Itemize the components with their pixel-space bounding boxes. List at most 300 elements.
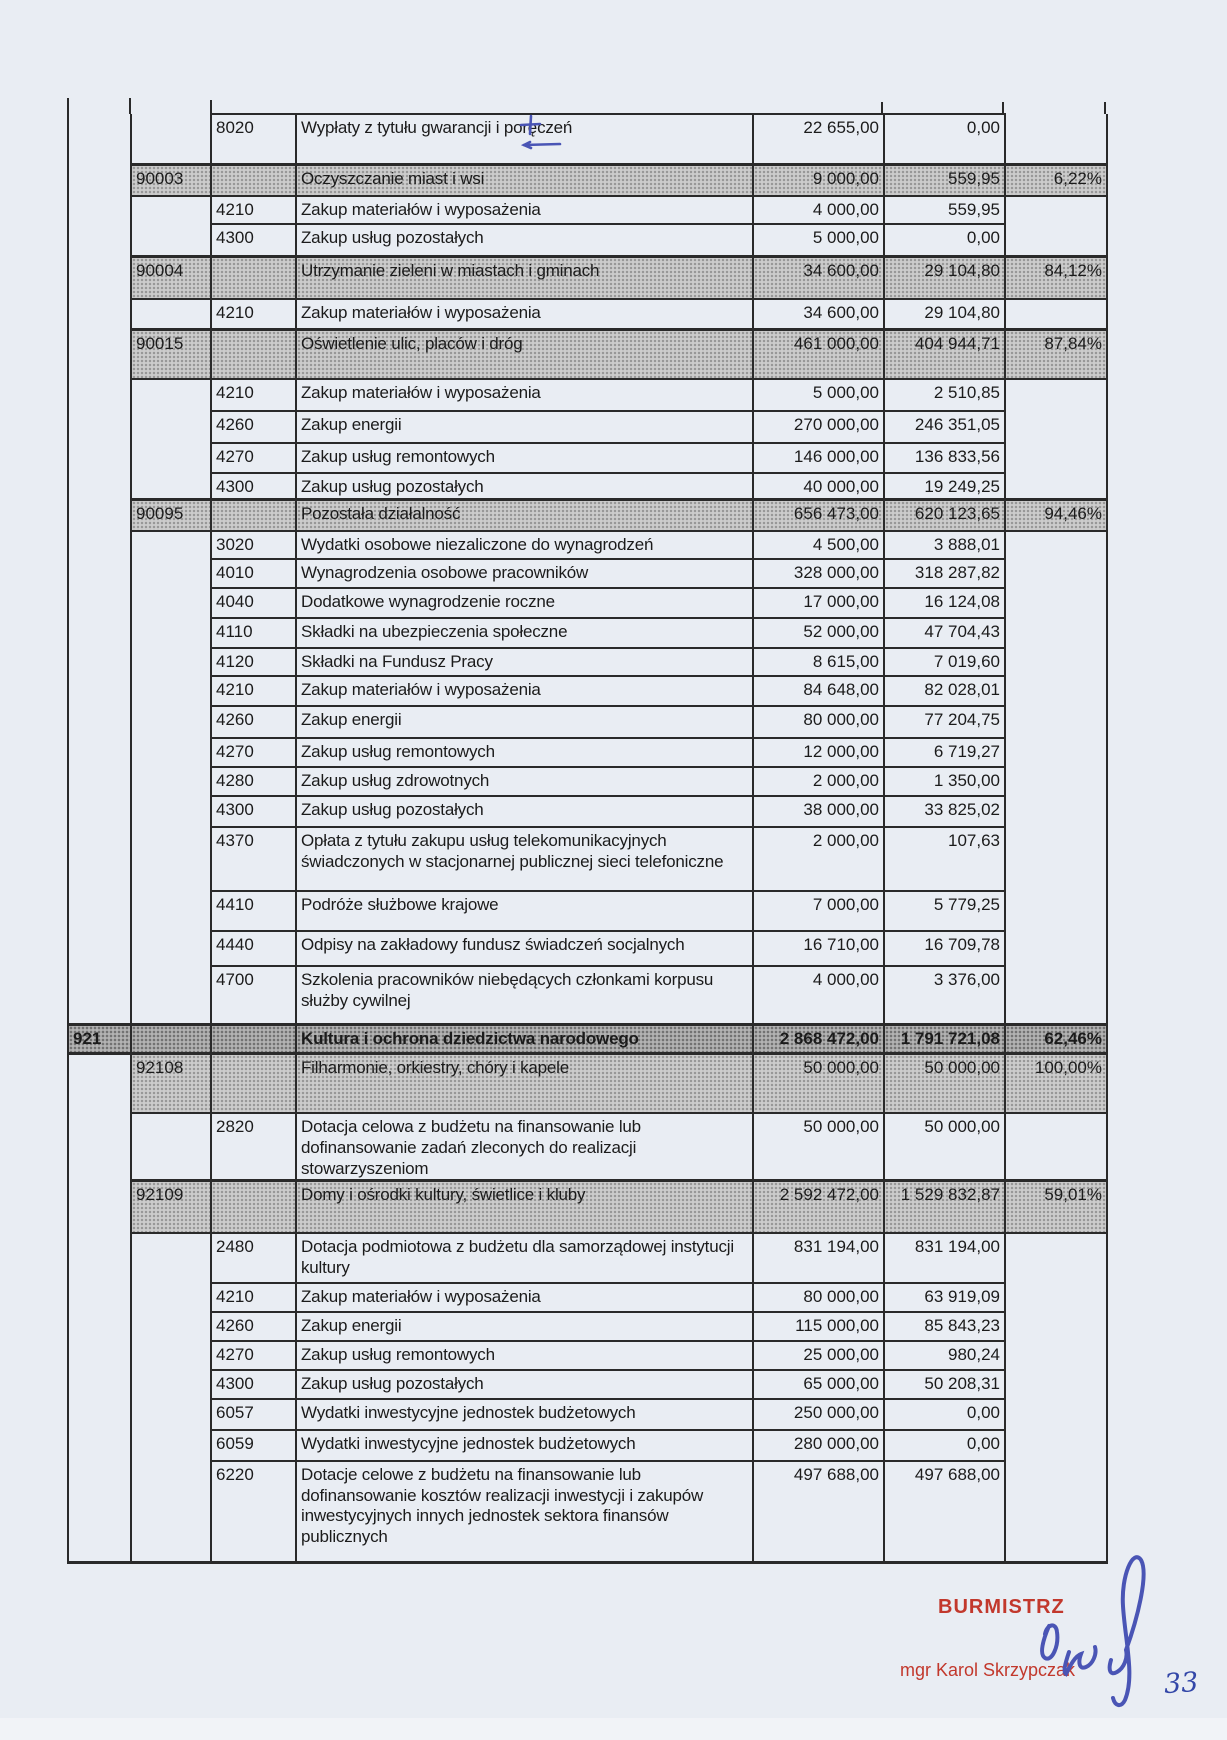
wykonanie-cell: 107,63 — [884, 827, 1005, 891]
procent-cell — [1005, 1312, 1107, 1341]
wykonanie-cell: 6 719,27 — [884, 738, 1005, 767]
paragraf-cell: 4210 — [211, 379, 296, 411]
table-row — [68, 648, 1107, 676]
paragraf-cell — [211, 164, 296, 196]
plan-cell: 8 615,00 — [753, 648, 884, 676]
paragraf-cell: 4260 — [211, 1312, 296, 1341]
wykonanie-cell: 318 287,82 — [884, 559, 1005, 588]
paragraf-cell: 4410 — [211, 891, 296, 931]
dzial-cell — [68, 1283, 131, 1312]
wykonanie-cell: 50 208,31 — [884, 1370, 1005, 1399]
plan-cell: 17 000,00 — [753, 588, 884, 618]
plan-cell: 2 868 472,00 — [753, 1024, 884, 1053]
procent-cell — [1005, 443, 1107, 473]
wykonanie-cell: 63 919,09 — [884, 1283, 1005, 1312]
dzial-cell — [68, 1341, 131, 1370]
paragraf-cell: 8020 — [211, 114, 296, 164]
table-row — [68, 706, 1107, 738]
plan-cell: 5 000,00 — [753, 379, 884, 411]
table-row — [68, 1430, 1107, 1461]
mayor-title-stamp: BURMISTRZ — [938, 1596, 1065, 1618]
procent-cell — [1005, 891, 1107, 931]
procent-cell — [1005, 1399, 1107, 1430]
dzial-cell — [68, 966, 131, 1024]
tresc-cell: Odpisy na zakładowy fundusz świadczeń socjalnych — [296, 931, 753, 966]
plan-cell: 52 000,00 — [753, 618, 884, 648]
wykonanie-cell: 404 944,71 — [884, 329, 1005, 379]
procent-cell: 6,22% — [1005, 164, 1107, 196]
tresc-cell: Zakup usług pozostałych — [296, 796, 753, 827]
paragraf-cell: 4210 — [211, 676, 296, 706]
dzial-cell — [68, 738, 131, 767]
dzial-cell — [68, 196, 131, 224]
paragraf-cell: 4040 — [211, 588, 296, 618]
rozdzial-cell — [131, 648, 211, 676]
paragraf-cell — [211, 1181, 296, 1233]
plan-cell: 2 000,00 — [753, 767, 884, 796]
table-row — [68, 1053, 1107, 1113]
paragraf-cell: 4300 — [211, 473, 296, 499]
mayor-name-stamp: mgr Karol Skrzypczak — [900, 1660, 1076, 1680]
wykonanie-cell: 620 123,65 — [884, 499, 1005, 531]
wykonanie-cell: 559,95 — [884, 164, 1005, 196]
table-row — [68, 738, 1107, 767]
dzial-cell — [68, 588, 131, 618]
tresc-cell: Zakup materiałów i wyposażenia — [296, 1283, 753, 1312]
plan-cell: 9 000,00 — [753, 164, 884, 196]
tresc-cell: Domy i ośrodki kultury, świetlice i kluby — [296, 1181, 753, 1233]
wykonanie-cell: 82 028,01 — [884, 676, 1005, 706]
rozdzial-cell — [131, 559, 211, 588]
table-row — [68, 796, 1107, 827]
tresc-cell: Pozostała działalność — [296, 499, 753, 531]
tresc-cell: Zakup usług remontowych — [296, 738, 753, 767]
plan-cell: 4 500,00 — [753, 531, 884, 559]
dzial-cell — [68, 224, 131, 256]
dzial-cell — [68, 648, 131, 676]
procent-cell — [1005, 559, 1107, 588]
rozdzial-cell: 90015 — [131, 329, 211, 379]
wykonanie-cell: 980,24 — [884, 1341, 1005, 1370]
plan-cell: 2 000,00 — [753, 827, 884, 891]
procent-cell — [1005, 1283, 1107, 1312]
paragraf-cell: 4300 — [211, 224, 296, 256]
dzial-cell — [68, 499, 131, 531]
plan-cell: 4 000,00 — [753, 966, 884, 1024]
rozdzial-cell — [131, 531, 211, 559]
paragraf-cell: 4210 — [211, 196, 296, 224]
dzial-cell — [68, 1461, 131, 1563]
tresc-cell: Zakup usług pozostałych — [296, 1370, 753, 1399]
rozdzial-cell — [131, 473, 211, 499]
plan-cell: 80 000,00 — [753, 1283, 884, 1312]
wykonanie-cell: 77 204,75 — [884, 706, 1005, 738]
plan-cell: 4 000,00 — [753, 196, 884, 224]
dzial-cell — [68, 299, 131, 329]
paragraf-cell: 4270 — [211, 443, 296, 473]
rozdzial-cell — [131, 796, 211, 827]
rozdzial-cell: 92109 — [131, 1181, 211, 1233]
table-row — [68, 676, 1107, 706]
tresc-cell: Dotacja celowa z budżetu na finansowanie lub dofinansowanie zadań zleconych do realizacji stowarzyszeniom — [296, 1113, 753, 1181]
plan-cell: 497 688,00 — [753, 1461, 884, 1563]
tresc-cell: Zakup materiałów i wyposażenia — [296, 299, 753, 329]
budget-table-body — [68, 114, 1107, 1563]
wykonanie-cell: 559,95 — [884, 196, 1005, 224]
procent-cell — [1005, 411, 1107, 443]
table-row — [68, 1233, 1107, 1283]
table-row — [68, 588, 1107, 618]
rozdzial-cell — [131, 196, 211, 224]
wykonanie-cell: 19 249,25 — [884, 473, 1005, 499]
dzial-cell — [68, 411, 131, 443]
dzial-cell — [68, 827, 131, 891]
dzial-cell — [68, 256, 131, 299]
dzial-cell — [68, 1053, 131, 1113]
table-border-stub — [129, 98, 131, 114]
dzial-cell — [68, 531, 131, 559]
paragraf-cell: 4370 — [211, 827, 296, 891]
tresc-cell: Zakup usług remontowych — [296, 1341, 753, 1370]
table-row — [68, 1370, 1107, 1399]
tresc-cell: Dodatkowe wynagrodzenie roczne — [296, 588, 753, 618]
dzial-cell — [68, 379, 131, 411]
rozdzial-cell — [131, 114, 211, 164]
table-row — [68, 1024, 1107, 1053]
tresc-cell: Szkolenia pracowników niebędących członkami korpusu służby cywilnej — [296, 966, 753, 1024]
procent-cell — [1005, 224, 1107, 256]
dzial-cell — [68, 1233, 131, 1283]
paragraf-cell: 6059 — [211, 1430, 296, 1461]
dzial-cell: 921 — [68, 1024, 131, 1053]
wykonanie-cell: 136 833,56 — [884, 443, 1005, 473]
budget-execution-table — [67, 113, 1108, 1564]
table-row — [68, 411, 1107, 443]
plan-cell: 12 000,00 — [753, 738, 884, 767]
plan-cell: 80 000,00 — [753, 706, 884, 738]
table-row — [68, 827, 1107, 891]
rozdzial-cell — [131, 411, 211, 443]
table-row — [68, 531, 1107, 559]
paragraf-cell: 4270 — [211, 738, 296, 767]
procent-cell — [1005, 1341, 1107, 1370]
plan-cell: 22 655,00 — [753, 114, 884, 164]
table-row — [68, 443, 1107, 473]
procent-cell: 62,46% — [1005, 1024, 1107, 1053]
procent-cell: 87,84% — [1005, 329, 1107, 379]
wykonanie-cell: 0,00 — [884, 1430, 1005, 1461]
table-row — [68, 224, 1107, 256]
procent-cell — [1005, 618, 1107, 648]
rozdzial-cell: 92108 — [131, 1053, 211, 1113]
wykonanie-cell: 47 704,43 — [884, 618, 1005, 648]
plan-cell: 34 600,00 — [753, 256, 884, 299]
table-row — [68, 1113, 1107, 1181]
dzial-cell — [68, 931, 131, 966]
paragraf-cell: 4260 — [211, 411, 296, 443]
paragraf-cell: 4440 — [211, 931, 296, 966]
wykonanie-cell: 497 688,00 — [884, 1461, 1005, 1563]
tresc-cell: Oświetlenie ulic, placów i dróg — [296, 329, 753, 379]
rozdzial-cell — [131, 443, 211, 473]
wykonanie-cell: 7 019,60 — [884, 648, 1005, 676]
rozdzial-cell: 90095 — [131, 499, 211, 531]
procent-cell — [1005, 796, 1107, 827]
paragraf-cell: 4700 — [211, 966, 296, 1024]
table-row — [68, 1181, 1107, 1233]
table-row — [68, 329, 1107, 379]
tresc-cell: Zakup energii — [296, 411, 753, 443]
rozdzial-cell — [131, 1341, 211, 1370]
dzial-cell — [68, 891, 131, 931]
tresc-cell: Wypłaty z tytułu gwarancji i poręczeń — [296, 114, 753, 164]
procent-cell — [1005, 827, 1107, 891]
wykonanie-cell: 50 000,00 — [884, 1113, 1005, 1181]
dzial-cell — [68, 114, 131, 164]
tresc-cell: Wydatki inwestycyjne jednostek budżetowych — [296, 1399, 753, 1430]
dzial-cell — [68, 1370, 131, 1399]
table-row — [68, 618, 1107, 648]
wykonanie-cell: 1 350,00 — [884, 767, 1005, 796]
plan-cell: 50 000,00 — [753, 1113, 884, 1181]
dzial-cell — [68, 473, 131, 499]
paragraf-cell: 4010 — [211, 559, 296, 588]
rozdzial-cell: 90003 — [131, 164, 211, 196]
rozdzial-cell: 90004 — [131, 256, 211, 299]
paragraf-cell: 6057 — [211, 1399, 296, 1430]
paragraf-cell: 2820 — [211, 1113, 296, 1181]
paragraf-cell: 6220 — [211, 1461, 296, 1563]
tresc-cell: Dotacja podmiotowa z budżetu dla samorządowej instytucji kultury — [296, 1233, 753, 1283]
paragraf-cell: 4260 — [211, 706, 296, 738]
tresc-cell: Zakup usług zdrowotnych — [296, 767, 753, 796]
procent-cell — [1005, 1370, 1107, 1399]
wykonanie-cell: 2 510,85 — [884, 379, 1005, 411]
rozdzial-cell — [131, 1113, 211, 1181]
procent-cell — [1005, 299, 1107, 329]
plan-cell: 7 000,00 — [753, 891, 884, 931]
paragraf-cell: 4120 — [211, 648, 296, 676]
tresc-cell: Składki na ubezpieczenia społeczne — [296, 618, 753, 648]
wykonanie-cell: 85 843,23 — [884, 1312, 1005, 1341]
paragraf-cell: 4210 — [211, 299, 296, 329]
rozdzial-cell — [131, 1312, 211, 1341]
procent-cell: 84,12% — [1005, 256, 1107, 299]
dzial-cell — [68, 1399, 131, 1430]
rozdzial-cell — [131, 1024, 211, 1053]
dzial-cell — [68, 1113, 131, 1181]
wykonanie-cell: 29 104,80 — [884, 299, 1005, 329]
paragraf-cell: 4300 — [211, 1370, 296, 1399]
dzial-cell — [68, 676, 131, 706]
plan-cell: 25 000,00 — [753, 1341, 884, 1370]
procent-cell — [1005, 767, 1107, 796]
procent-cell — [1005, 648, 1107, 676]
rozdzial-cell — [131, 1283, 211, 1312]
tresc-cell: Zakup usług pozostałych — [296, 224, 753, 256]
plan-cell: 328 000,00 — [753, 559, 884, 588]
plan-cell: 656 473,00 — [753, 499, 884, 531]
rozdzial-cell — [131, 1461, 211, 1563]
paragraf-cell: 4210 — [211, 1283, 296, 1312]
plan-cell: 2 592 472,00 — [753, 1181, 884, 1233]
tresc-cell: Podróże służbowe krajowe — [296, 891, 753, 931]
plan-cell: 50 000,00 — [753, 1053, 884, 1113]
tresc-cell: Zakup materiałów i wyposażenia — [296, 196, 753, 224]
procent-cell — [1005, 966, 1107, 1024]
wykonanie-cell: 1 791 721,08 — [884, 1024, 1005, 1053]
wykonanie-cell: 1 529 832,87 — [884, 1181, 1005, 1233]
table-row — [68, 1283, 1107, 1312]
table-row — [68, 196, 1107, 224]
tresc-cell: Utrzymanie zieleni w miastach i gminach — [296, 256, 753, 299]
procent-cell: 100,00% — [1005, 1053, 1107, 1113]
handwritten-page-number: 33 — [1162, 1666, 1200, 1701]
procent-cell — [1005, 588, 1107, 618]
wykonanie-cell: 29 104,80 — [884, 256, 1005, 299]
plan-cell: 40 000,00 — [753, 473, 884, 499]
dzial-cell — [68, 329, 131, 379]
tresc-cell: Opłata z tytułu zakupu usług telekomunikacyjnych świadczonych w stacjonarnej publicznej sieci telefoniczne — [296, 827, 753, 891]
plan-cell: 65 000,00 — [753, 1370, 884, 1399]
wykonanie-cell: 16 709,78 — [884, 931, 1005, 966]
tresc-cell: Wydatki inwestycyjne jednostek budżetowych — [296, 1430, 753, 1461]
dzial-cell — [68, 1430, 131, 1461]
tresc-cell: Wydatki osobowe niezaliczone do wynagrodzeń — [296, 531, 753, 559]
tresc-cell: Składki na Fundusz Pracy — [296, 648, 753, 676]
dzial-cell — [68, 618, 131, 648]
wykonanie-cell: 831 194,00 — [884, 1233, 1005, 1283]
table-row — [68, 499, 1107, 531]
wykonanie-cell: 0,00 — [884, 1399, 1005, 1430]
rozdzial-cell — [131, 224, 211, 256]
wykonanie-cell: 3 888,01 — [884, 531, 1005, 559]
table-row — [68, 931, 1107, 966]
table-row — [68, 164, 1107, 196]
rozdzial-cell — [131, 966, 211, 1024]
table-row — [68, 1399, 1107, 1430]
procent-cell — [1005, 1430, 1107, 1461]
paragraf-cell — [211, 1053, 296, 1113]
dzial-cell — [68, 796, 131, 827]
plan-cell: 34 600,00 — [753, 299, 884, 329]
rozdzial-cell — [131, 676, 211, 706]
rozdzial-cell — [131, 618, 211, 648]
procent-cell — [1005, 931, 1107, 966]
table-row — [68, 473, 1107, 499]
wykonanie-cell: 0,00 — [884, 224, 1005, 256]
rozdzial-cell — [131, 1430, 211, 1461]
tresc-cell: Zakup materiałów i wyposażenia — [296, 676, 753, 706]
tresc-cell: Zakup energii — [296, 706, 753, 738]
dzial-cell — [68, 706, 131, 738]
procent-cell — [1005, 1113, 1107, 1181]
table-border-stub — [67, 98, 69, 114]
rozdzial-cell — [131, 1233, 211, 1283]
dzial-cell — [68, 767, 131, 796]
table-border-stub — [210, 100, 212, 114]
plan-cell: 461 000,00 — [753, 329, 884, 379]
dzial-cell — [68, 1181, 131, 1233]
tresc-cell: Oczyszczanie miast i wsi — [296, 164, 753, 196]
dzial-cell — [68, 443, 131, 473]
procent-cell — [1005, 196, 1107, 224]
procent-cell — [1005, 114, 1107, 164]
wykonanie-cell: 0,00 — [884, 114, 1005, 164]
tresc-cell: Dotacje celowe z budżetu na finansowanie lub dofinansowanie kosztów realizacji inwestycji i zakupów inwestycyjnych innych jednostek sektora finansów publicznych — [296, 1461, 753, 1563]
table-row — [68, 966, 1107, 1024]
procent-cell — [1005, 706, 1107, 738]
tresc-cell: Zakup materiałów i wyposażenia — [296, 379, 753, 411]
wykonanie-cell: 3 376,00 — [884, 966, 1005, 1024]
rozdzial-cell — [131, 827, 211, 891]
plan-cell: 280 000,00 — [753, 1430, 884, 1461]
plan-cell: 250 000,00 — [753, 1399, 884, 1430]
rozdzial-cell — [131, 931, 211, 966]
procent-cell: 94,46% — [1005, 499, 1107, 531]
paragraf-cell: 2480 — [211, 1233, 296, 1283]
handwritten-insertion-mark — [516, 112, 588, 150]
paragraf-cell — [211, 1024, 296, 1053]
procent-cell — [1005, 473, 1107, 499]
paragraf-cell: 3020 — [211, 531, 296, 559]
plan-cell: 5 000,00 — [753, 224, 884, 256]
dzial-cell — [68, 164, 131, 196]
plan-cell: 146 000,00 — [753, 443, 884, 473]
rozdzial-cell — [131, 738, 211, 767]
plan-cell: 16 710,00 — [753, 931, 884, 966]
tresc-cell: Zakup usług pozostałych — [296, 473, 753, 499]
table-row — [68, 1312, 1107, 1341]
table-row — [68, 379, 1107, 411]
rozdzial-cell — [131, 706, 211, 738]
wykonanie-cell: 16 124,08 — [884, 588, 1005, 618]
procent-cell — [1005, 676, 1107, 706]
plan-cell: 38 000,00 — [753, 796, 884, 827]
procent-cell — [1005, 1233, 1107, 1283]
plan-cell: 115 000,00 — [753, 1312, 884, 1341]
procent-cell — [1005, 738, 1107, 767]
dzial-cell — [68, 1312, 131, 1341]
paragraf-cell: 4280 — [211, 767, 296, 796]
paragraf-cell — [211, 256, 296, 299]
rozdzial-cell — [131, 379, 211, 411]
wykonanie-cell: 50 000,00 — [884, 1053, 1005, 1113]
table-row — [68, 299, 1107, 329]
paragraf-cell: 4110 — [211, 618, 296, 648]
table-row — [68, 767, 1107, 796]
table-row — [68, 1461, 1107, 1563]
paragraf-cell: 4270 — [211, 1341, 296, 1370]
paragraf-cell — [211, 499, 296, 531]
table-row — [68, 1341, 1107, 1370]
procent-cell — [1005, 531, 1107, 559]
tresc-cell: Kultura i ochrona dziedzictwa narodowego — [296, 1024, 753, 1053]
tresc-cell: Zakup energii — [296, 1312, 753, 1341]
wykonanie-cell: 5 779,25 — [884, 891, 1005, 931]
tresc-cell: Wynagrodzenia osobowe pracowników — [296, 559, 753, 588]
tresc-cell: Zakup usług remontowych — [296, 443, 753, 473]
plan-cell: 270 000,00 — [753, 411, 884, 443]
rozdzial-cell — [131, 1370, 211, 1399]
rozdzial-cell — [131, 891, 211, 931]
table-row — [68, 891, 1107, 931]
rozdzial-cell — [131, 588, 211, 618]
tresc-cell: Filharmonie, orkiestry, chóry i kapele — [296, 1053, 753, 1113]
wykonanie-cell: 33 825,02 — [884, 796, 1005, 827]
rozdzial-cell — [131, 767, 211, 796]
table-row — [68, 559, 1107, 588]
